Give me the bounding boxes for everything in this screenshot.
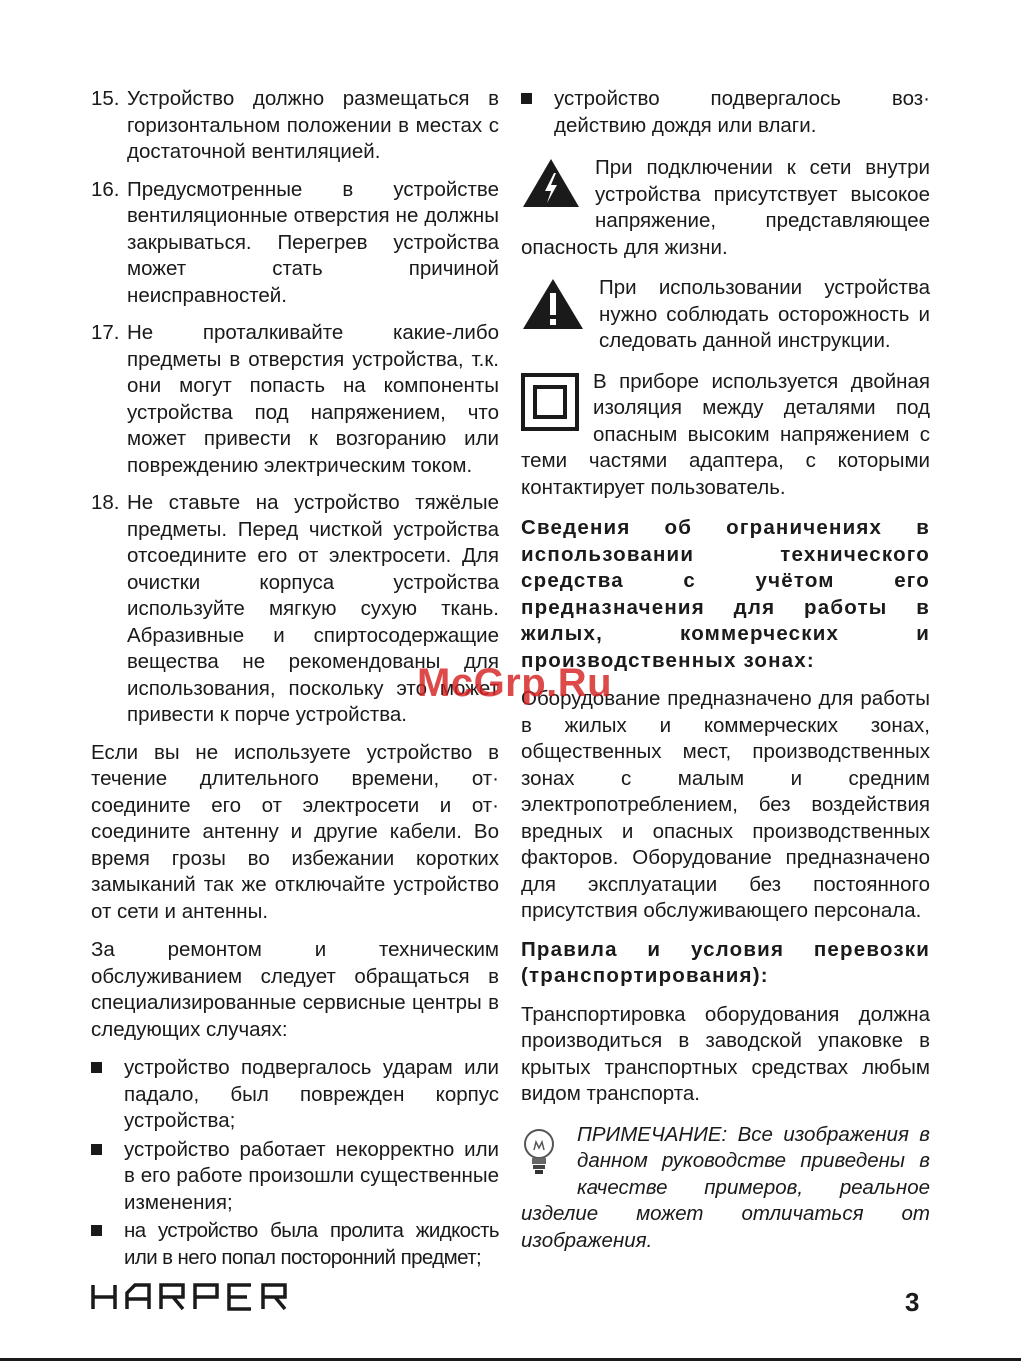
double-insulation-text: В приборе используется двойная изоляция между деталями под опасным высоким напряжением с теми частями адаптера, с которыми контактирует пользователь. — [521, 369, 930, 499]
limits-heading: Сведения об ограничениях в использовании технического средства с учётом его предназначения для работы в жилых, коммерческих и производственных зонах: — [521, 516, 930, 672]
double-insulation-icon — [521, 373, 579, 439]
bullet-item — [91, 1218, 499, 1271]
brand-logo — [91, 1283, 291, 1316]
bullet-square-icon — [91, 1225, 102, 1236]
bullet-item — [521, 86, 930, 139]
bullet-text: на устройство была пролита жидкость или в него попал посторонний предмет; — [124, 1219, 499, 1269]
item-text: Не ставьте на устройство тяжёлые предметы. Перед чисткой устройства отсоедините его от электросети. Для очистки корпуса устройства используйте мягкую сухую ткань. Абразивные и спиртосодержащие вещества не рекомендованы для использования, поскольку это может привести к порче устройства. — [127, 491, 499, 726]
service-cases-list — [91, 1055, 499, 1271]
paragraph-limits: Оборудование предназначено для работы в жилых и коммерческих зонах, общественных мест, производственных зонах с малым и средним электропотреблением, без воздействия вредных и опасных производственных факторов. Оборудование предназначено для эксплуатации без постоянного присутствия обслуживающего персонала. — [521, 687, 930, 922]
bullet-text: устройство подвергалось ударам или падало, был поврежден корпус устройства; — [124, 1056, 499, 1132]
list-item-17 — [91, 320, 499, 479]
bullet-text: устройство работает некорректно или в его работе произошли существенные изменения; — [124, 1137, 499, 1214]
high-voltage-text: При подключении к сети внутри устройства присутствует высокое напряжение, представляющее опасность для жизни. — [521, 156, 930, 259]
item-number: 16. — [91, 177, 120, 201]
page-number: 3 — [905, 1287, 920, 1317]
double-insulation-note — [521, 369, 930, 502]
watermark: McGrp.Ru — [417, 661, 613, 705]
paragraph-service: За ремонтом и техническим обслуживанием следует обращаться в специализированные сервисные центры в следующих случаях: — [91, 938, 499, 1041]
list-item-16 — [91, 177, 499, 310]
note-text: ПРИМЕЧАНИЕ: Все изображения в данном руководстве приведены в качестве примеров, реальное изделие может отличаться от изображения. — [521, 1122, 930, 1252]
item-text: Предусмотренные в устройстве вентиляционные отверстия не должны закрываться. Перегрев устройства может стать причиной неисправностей. — [127, 177, 499, 307]
bullet-square-icon — [521, 93, 532, 104]
caution-text: При использовании устройства нужно соблюдать осторожность и следовать данной инструкции. — [599, 276, 930, 352]
item-number: 15. — [91, 87, 120, 110]
bullet-item — [91, 1137, 499, 1217]
high-voltage-warning — [521, 155, 930, 261]
bullet-text: устройство подвергалось воз· действию дождя или влаги. — [554, 87, 930, 137]
exclamation-icon — [521, 277, 585, 339]
paragraph-transport: Транспортировка оборудования должна производиться в заводской упаковке в крытых транспортных средствах любым видом транспорта. — [521, 1002, 930, 1105]
item-number: 18. — [91, 491, 120, 514]
item-number: 17. — [91, 321, 120, 344]
lightbulb-icon — [521, 1128, 557, 1186]
transport-heading: Правила и условия перевозки (транспортирования): — [521, 937, 930, 987]
bullet-square-icon — [91, 1062, 102, 1073]
service-cases-list-continued — [521, 86, 930, 139]
bullet-square-icon — [91, 1144, 102, 1155]
high-voltage-icon — [521, 157, 581, 217]
list-item-15 — [91, 86, 499, 166]
caution-warning — [521, 275, 930, 355]
note-block — [521, 1122, 930, 1255]
item-text: Не проталкивайте какие-либо предметы в отверстия устройства, т.к. они могут попасть на компоненты устройства под напряжением, что может привести к возгоранию или повреждению электрическим током. — [127, 321, 499, 477]
paragraph-unused-device: Если вы не используете устройство в течение длительного времени, от· соедините его от электросети и от· соедините антенну и другие кабели. Во время грозы во избежании коротких замыканий так же отключайте устройство от сети и антенны. — [91, 740, 499, 923]
bullet-item — [91, 1055, 499, 1135]
item-text: Устройство должно размещаться в горизонтальном положении в местах с достаточной вентиляцией. — [127, 87, 499, 163]
